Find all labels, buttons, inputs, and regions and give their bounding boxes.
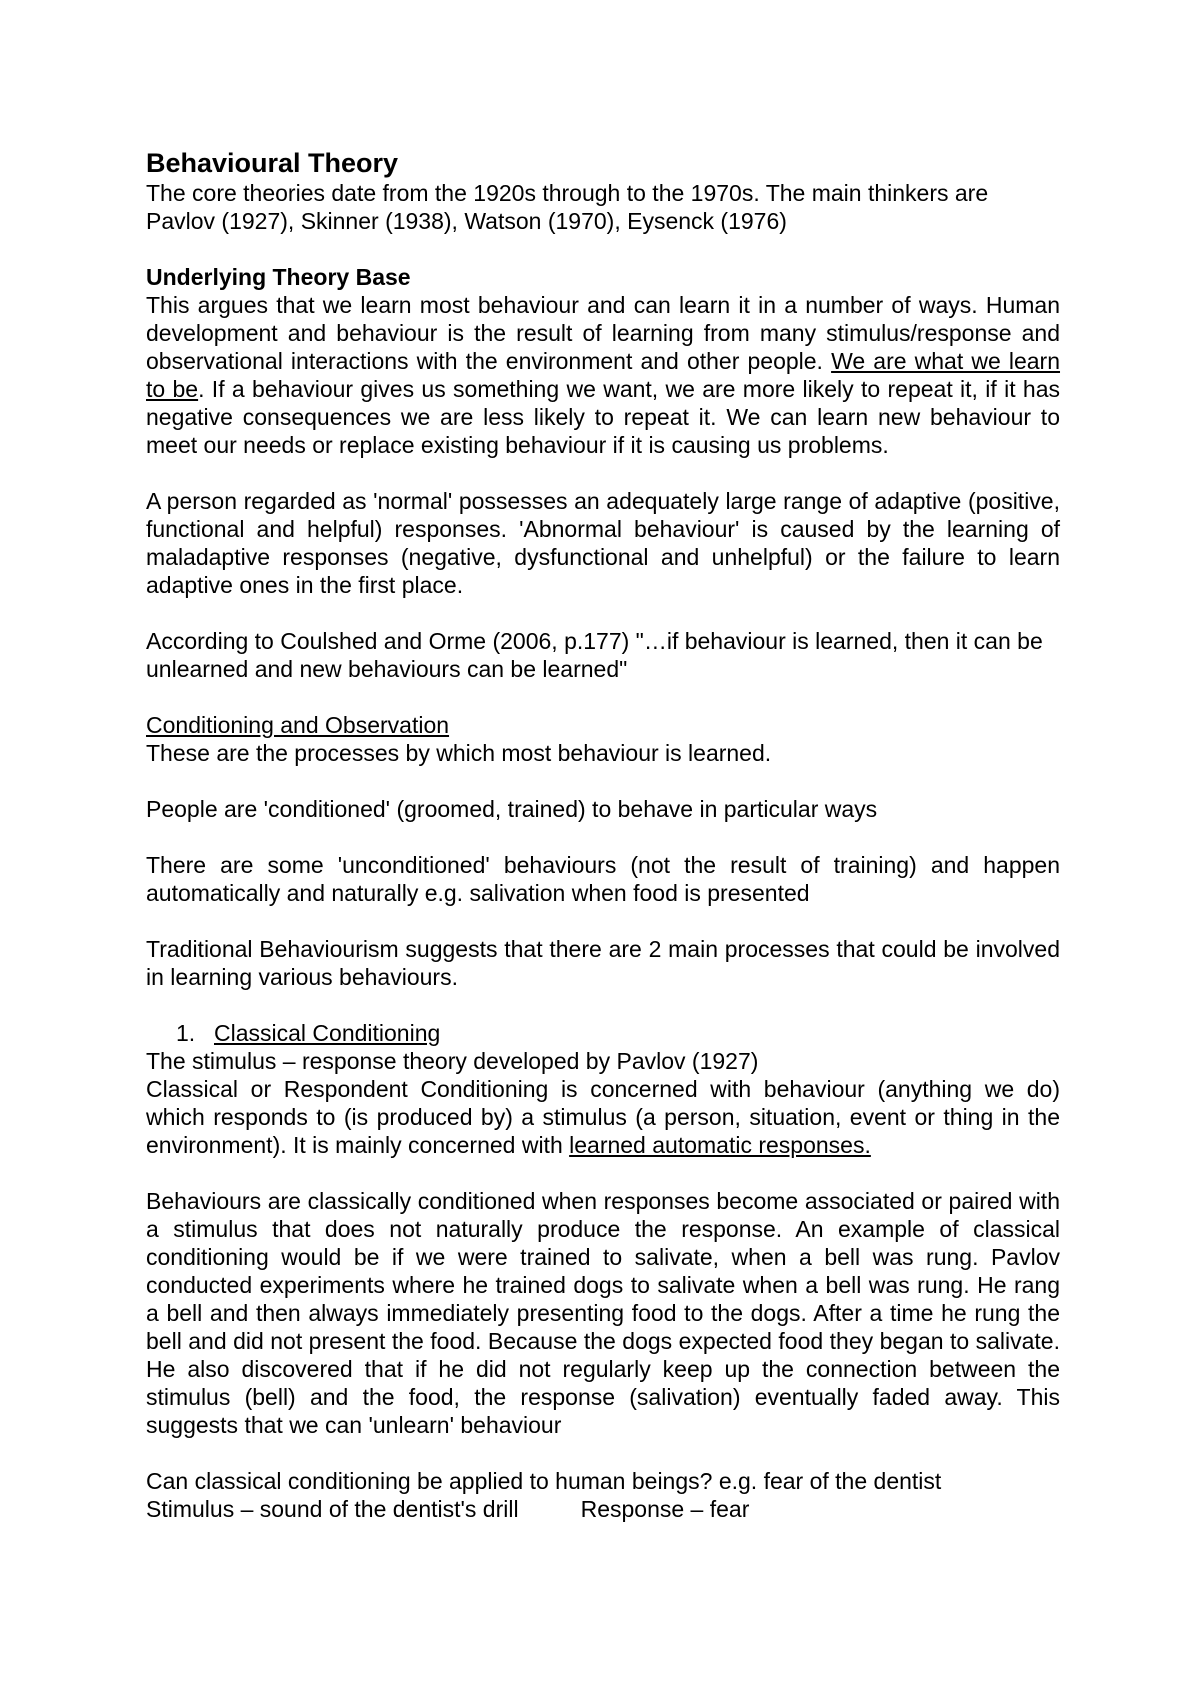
paragraph-text: Classical or Respondent Conditioning is concerned with behaviour (anything we do) which responds to (is produced by) a stimulus (a person, situation, event or thing in the environment). It is mainly concerned with <box>146 1076 1060 1158</box>
list-item <box>146 1019 1060 1047</box>
paragraph-question: Can classical conditioning be applied to human beings? e.g. fear of the dentist <box>146 1468 942 1494</box>
document-title: Behavioural Theory <box>146 148 399 178</box>
paragraph-classical <box>146 1075 1060 1159</box>
intro-paragraph: The core theories date from the 1920s through to the 1970s. The main thinkers are Pavlov (1927), Skinner (1938), Watson (1970), Eysenck (1976) <box>146 180 989 234</box>
paragraph-conditioned: People are 'conditioned' (groomed, trained) to behave in particular ways <box>146 796 878 822</box>
paragraph-stimulus-example <box>146 1495 1060 1523</box>
spacer <box>146 767 1060 795</box>
underlined-phrase: We are what we learn to be <box>146 348 1061 402</box>
paragraph-text: . If a behaviour gives us something we want, we are more likely to repeat it, if it has negative consequences we are less likely to repeat it. We can learn new behaviour to meet our needs or replace existing behaviour if it is causing us problems. <box>146 376 1060 458</box>
spacer <box>146 823 1060 851</box>
paragraph-pavlov: Behaviours are classically conditioned when responses become associated or paired with a stimulus that does not naturally produce the response. An example of classical conditioning would be if we were trained to salivate, when a bell was rung. Pavlov conducted experiments where he trained dogs to salivate when a bell was rung. He rang a bell and then always immediately presenting food to the dogs. After a time he rung the bell and did not present the food. Because the dogs expected food they began to salivate. He also discovered that if he did not regularly keep up the connection between the stimulus (bell) and the food, the response (salivation) eventually faded away. This suggests that we can 'unlearn' behaviour <box>146 1188 1060 1438</box>
paragraph-text: This argues that we learn most behaviour and can learn it in a number of ways. Human development and behaviour is the result of learning from many stimulus/response and observational interactions with the environment and other people. <box>146 292 1060 374</box>
spacer <box>146 907 1060 935</box>
spacer <box>146 683 1060 711</box>
spacer <box>146 1159 1060 1187</box>
paragraph-processes: These are the processes by which most behaviour is learned. <box>146 740 772 766</box>
paragraph-traditional: Traditional Behaviourism suggests that there are 2 main processes that could be involved in learning various behaviours. <box>146 936 1060 990</box>
paragraph-normal: A person regarded as 'normal' possesses an adequately large range of adaptive (positive, functional and helpful) responses. 'Abnormal behaviour' is caused by the learning of maladaptive responses (negative, dysfunctional and unhelpful) or the failure to learn adaptive ones in the first place. <box>146 488 1060 598</box>
document-body <box>146 148 1060 1523</box>
stimulus-text: Stimulus – sound of the dentist's drill <box>146 1496 519 1522</box>
paragraph-theory-base <box>146 291 1060 459</box>
subheading-conditioning: Conditioning and Observation <box>146 712 450 738</box>
list-item-label: Classical Conditioning <box>214 1020 441 1046</box>
list-number: 1. <box>176 1020 196 1046</box>
paragraph-unconditioned: There are some 'unconditioned' behaviours (not the result of training) and happen automatically and naturally e.g. salivation when food is presented <box>146 852 1060 906</box>
paragraph-stimulus-response: The stimulus – response theory developed by Pavlov (1927) <box>146 1048 759 1074</box>
spacer <box>146 235 1060 263</box>
response-text: Response – fear <box>580 1496 750 1522</box>
section-heading: Underlying Theory Base <box>146 264 411 290</box>
spacer <box>146 991 1060 1019</box>
spacer <box>146 1439 1060 1467</box>
spacer <box>146 599 1060 627</box>
spacer <box>146 459 1060 487</box>
paragraph-quote: According to Coulshed and Orme (2006, p.177) "…if behaviour is learned, then it can be unlearned and new behaviours can be learned" <box>146 628 1043 682</box>
underlined-phrase: learned automatic responses. <box>569 1132 871 1158</box>
